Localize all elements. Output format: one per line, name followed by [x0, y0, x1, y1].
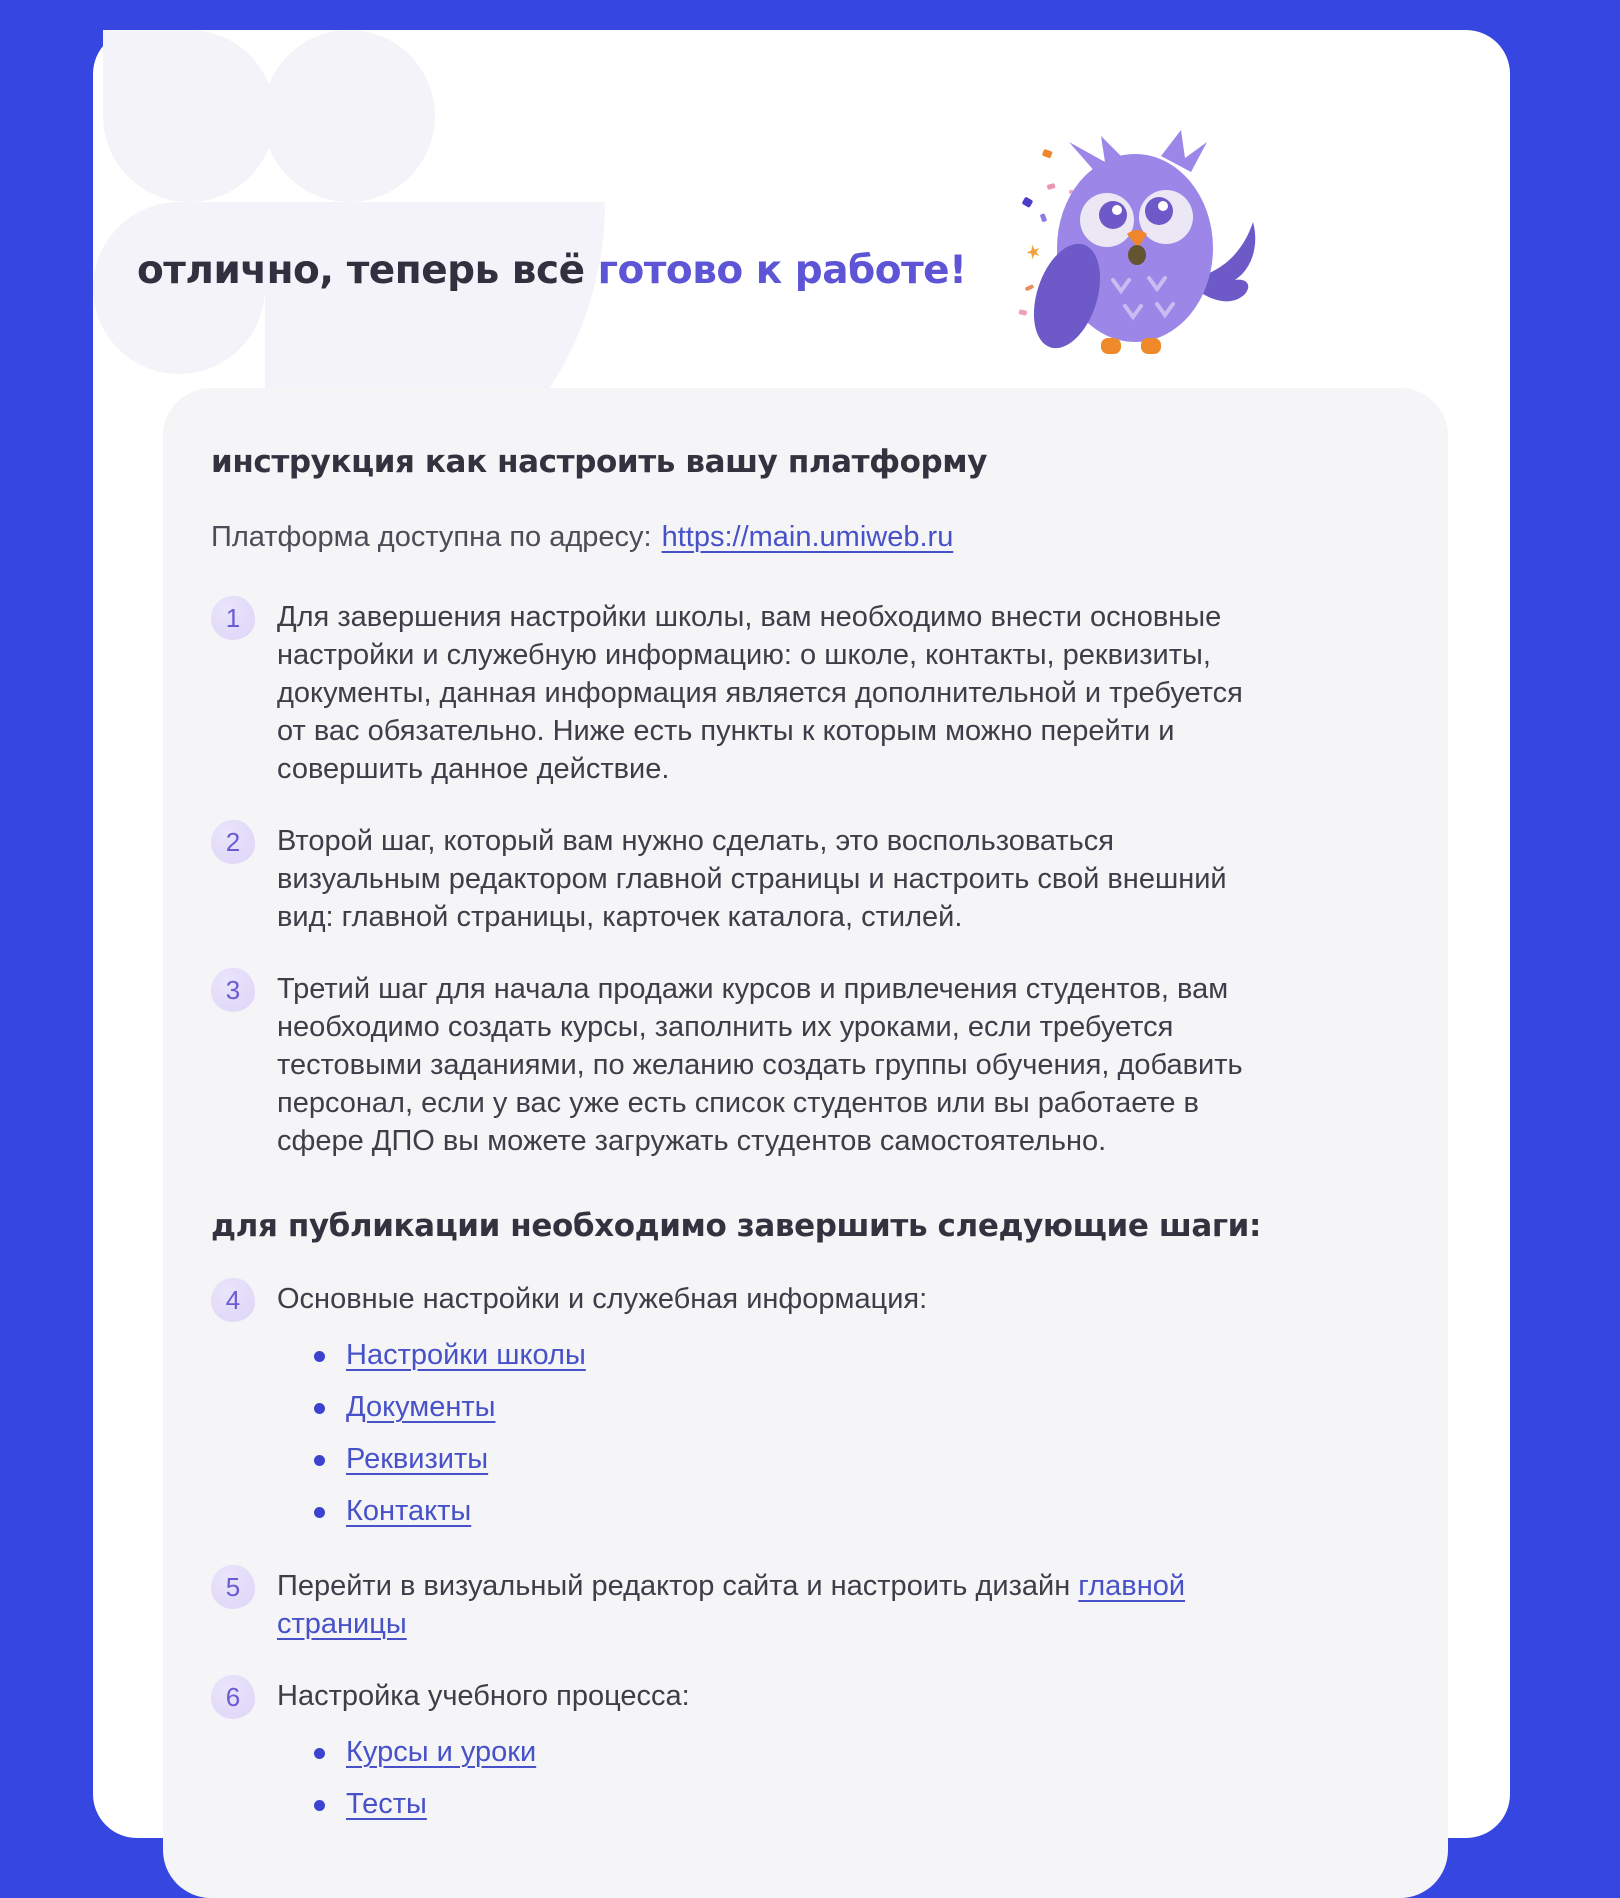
step-text: Третий шаг для начала продажи курсов и привлечения студентов, вам необходимо создать курсы, заполнить их уроками, если требуется тестовыми заданиями, по желанию создать группы обучения, добавить персонал, если у вас уже есть список студентов или вы работаете в сфере ДПО вы можете загружать студентов самостоятельно.: [277, 973, 1243, 1157]
headline-accent: готово к работе!: [597, 248, 967, 293]
step-text: Основные настройки и служебная информация:: [277, 1283, 928, 1315]
list-item: [314, 1494, 1392, 1533]
pattern-circle: [263, 30, 435, 202]
step-2: [211, 822, 1392, 936]
step-text: Для завершения настройки школы, вам необходимо внести основные настройки и служебную информацию: о школе, контакты, реквизиты, документы, данная информация является дополнительной и требуется от вас обязательно. Ниже есть пункты к которым можно перейти и совершить данное действие.: [277, 601, 1243, 785]
platform-address-line: [211, 518, 1392, 556]
headline-prefix: отлично, теперь всё: [137, 248, 598, 293]
requisites-link[interactable]: Реквизиты: [346, 1443, 489, 1475]
list-item: [314, 1735, 1392, 1774]
instructions-panel: [163, 388, 1448, 1898]
content-card: [93, 30, 1510, 1838]
step-1: [211, 598, 1392, 788]
step-4: [211, 1280, 1392, 1322]
settings-links-list: [314, 1338, 1392, 1533]
step-number-badge: 1: [211, 596, 255, 640]
step-5-text: Перейти в визуальный редактор сайта и настроить дизайн: [277, 1570, 1071, 1602]
pattern-petal: [103, 30, 275, 202]
list-item: [314, 1338, 1392, 1377]
list-item: [314, 1390, 1392, 1429]
main-page-editor-link[interactable]: главной страницы: [277, 1570, 1186, 1640]
contacts-link[interactable]: Контакты: [346, 1495, 472, 1527]
owl-body: [1022, 130, 1255, 357]
step-3: [211, 970, 1392, 1160]
step-number-badge: 6: [211, 1675, 255, 1719]
platform-link[interactable]: https://main.umiweb.ru: [661, 521, 954, 553]
step-number-badge: 5: [211, 1565, 255, 1609]
step-5: [211, 1567, 1392, 1643]
step-text: Настройка учебного процесса:: [277, 1680, 690, 1712]
step-text: [277, 1567, 1277, 1643]
instructions-title: инструкция как настроить вашу платформу: [211, 444, 988, 480]
tests-link[interactable]: Тесты: [346, 1788, 427, 1820]
documents-link[interactable]: Документы: [346, 1391, 496, 1423]
list-item: [314, 1787, 1392, 1826]
celebrating-owl-icon: [985, 128, 1257, 360]
publish-steps-title: для публикации необходимо завершить следующие шаги:: [211, 1208, 1261, 1244]
courses-lessons-link[interactable]: Курсы и уроки: [346, 1736, 537, 1768]
learning-links-list: [314, 1735, 1392, 1826]
step-number-badge: 2: [211, 820, 255, 864]
list-item: [314, 1442, 1392, 1481]
step-text: Второй шаг, который вам нужно сделать, это воспользоваться визуальным редактором главной страницы и настроить свой внешний вид: главной страницы, карточек каталога, стилей.: [277, 825, 1227, 933]
step-number-badge: 4: [211, 1278, 255, 1322]
school-settings-link[interactable]: Настройки школы: [346, 1339, 586, 1371]
step-number-badge: 3: [211, 968, 255, 1012]
step-6: [211, 1677, 1392, 1719]
page-title: [137, 248, 966, 293]
platform-address-label: Платформа доступна по адресу:: [211, 521, 652, 553]
